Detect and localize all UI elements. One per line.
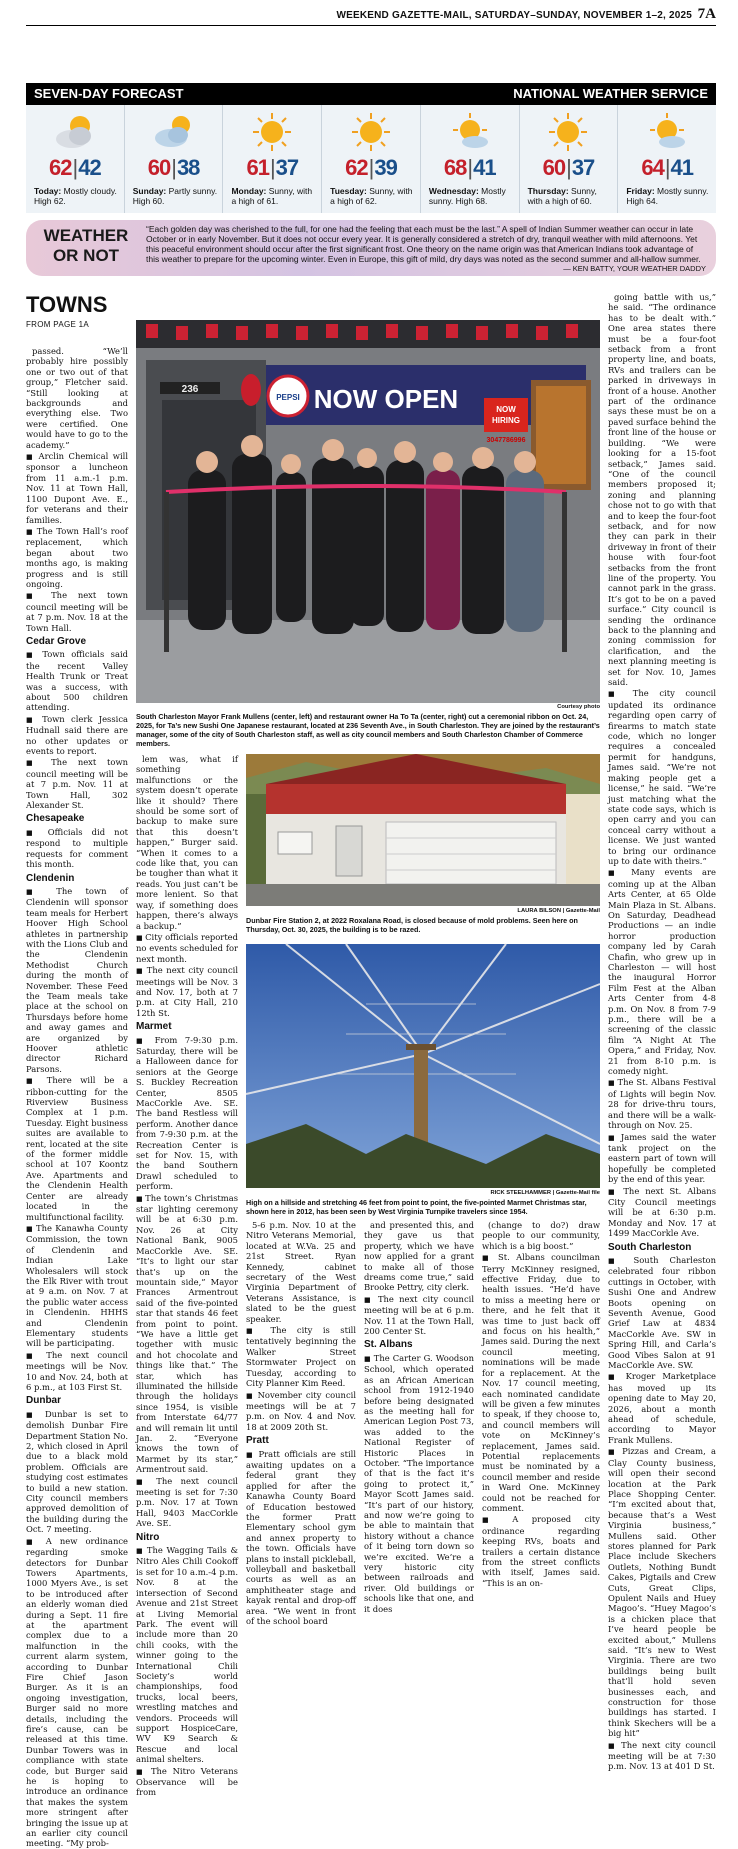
column-4 <box>364 1220 474 1650</box>
article-paragraph: ■ The next council meeting is set for 7:30 p.m. Nov. 17 at Town Hall, 9403 MacCorkle Ave. SE. <box>136 1476 238 1529</box>
article-paragraph: ■ Arclin Chemical will sponsor a luncheon from 11 a.m.-1 p.m. Nov. 11 at Town Hall, 1100 Dupont Ave. E., for veterans and their families. <box>26 451 128 525</box>
svg-text:PEPSI: PEPSI <box>276 393 300 402</box>
now-open-sign: NOW OPEN <box>313 384 459 414</box>
low-temp: 41 <box>670 155 694 180</box>
article-paragraph: ■ The city is still tentatively beginning the Walker Street Stormwater Project on Tuesday, according to City Planner Kim Reed. <box>246 1325 356 1388</box>
section-south-charleston: South Charleston <box>608 1241 692 1253</box>
weather-quote: “Each golden day was cherished to the full, for one had the feeling that each must be the last.” A spell of Indian Summer weather can occur in late October or in early November. But it does not occur every year. It is generally considered a stretch of dry, tranquil weather with mild afternoons. Yet this peaceful environment should occur after the first significant frost. One theory on the name origin was that American Indians took advantage of this weather to prepare for the upcoming winter. Even in Europe, this gift of mild, dry days was noted as the second summer and all-hallow summer. — KEN BATTY, YOUR WEATHER DADDY <box>146 224 706 273</box>
article-paragraph: ■ Town officials said the recent Valley Health Trunk or Treat was a success, with about 500 children attending. <box>26 649 128 712</box>
article-paragraph: ■ The Carter G. Woodson School, which operated as an African American school from 1912-1940 before being designated as the meeting hall for American Legion Post 73, was added to the National Register of Historic Places in October. “The importance of that is the fact it’s going to protect it,” Mayor Scott James said. “It’s part of our history, and now we’re going to be able to maintain that history without a chance of it being torn down so we’re excited. We’re a very historic city between railroads and river. Old buildings or schools like that one, and it does <box>364 1353 474 1614</box>
forecast-day <box>322 105 421 213</box>
section-nitro: Nitro <box>136 1531 160 1543</box>
article-paragraph: ■ The city council updated its ordinance regarding open carry of firearms to match state code, which no longer requires a concealed permit for handguns, James said. “We’re not making people get a license,” he said. “We’re just matching what the state code says, which is open carry and you can conceal carry without a license. We just wanted to bring our ordinance up to date with theirs.” <box>608 688 716 866</box>
article-paragraph: going battle with us,” he said. “The ordinance has to be dealt with.” One area states there must be a four-foot setback from a front property line, and boats, RVs and trailers can be parked in driveways in front of a house. Another part of the ordinance says these must be on a paved surface behind the front line of the house or building. “We were looking for a 15-foot setback,” James said. “One of the council members proposed it; zoning and planning chose not to go with that and to keep the four-foot setback, and for now they can park in their driveway in front of their house with four-foot setbacks from the front line of the property. You cannot park in the grass. It’s got to be on a paved surface.” City council is sending the ordinance back to the planning and zoning commission for clarification, and the next planning meeting is set for Nov. 10, James said. <box>608 292 716 688</box>
article-headline: TOWNS <box>26 292 108 317</box>
photo-caption: South Charleston Mayor Frank Mullens (center, left) and restaurant owner Ha To Ta (center, right) cut a ceremonial ribbon on Oct. 24, 2025, for Ta’s new Sushi One Japanese restaurant, located at 236 Seventh Ave., in South Charleston. They are joined by the restaurant’s manager, some of the city of South Charleston staff, as well as city council members and South Charleston Chamber of Commerce members. <box>136 712 600 748</box>
article-paragraph: ■ The next town council meeting will be at 7 p.m. Nov. 18 at the Town Hall. <box>26 590 128 633</box>
article-paragraph: (change to do?) draw people to our community, which is a big boost.” <box>482 1220 600 1251</box>
forecast-desc: Today: Mostly cloudy. High 62. <box>34 186 117 206</box>
forecast-day <box>125 105 224 213</box>
article-paragraph: ■ Town clerk Jessica Hudnall said there are no other updates or events to report. <box>26 714 128 757</box>
article-paragraph: ■ A proposed city ordinance regarding keeping RVs, boats and trailers a certain distance from the street conflicts with itself, James said. “This is an on- <box>482 1514 600 1588</box>
forecast-day <box>223 105 322 213</box>
weather-byline: — KEN BATTY, YOUR WEATHER DADDY <box>563 264 706 273</box>
section-cedar-grove: Cedar Grove <box>26 635 87 647</box>
article-paragraph: ■ The Wagging Tails & Nitro Ales Chili Cookoff is set for 10 a.m.-4 p.m. Nov. 8 at the intersection of Second Avenue and 21st Street at Living Memorial Park. The event will include more than 20 chili cooks, with the winner going to the International Chili Society’s world championships, food trucks, local beers, wrestling matches and vendors. Proceeds will support HospiceCare, WV K9 Search & Rescue and local animal shelters. <box>136 1545 238 1765</box>
page-number: 7A <box>697 6 716 22</box>
column-5 <box>482 1220 600 1650</box>
high-temp: 61 <box>246 155 269 180</box>
weather-or-not-title: WEATHER OR NOT <box>43 226 129 265</box>
article-paragraph: ■ St. Albans councilman Terry McKinney resigned, effective Friday, due to health issues. “He’d have to miss a meeting here or there, and he felt that it was time to just back off and focus on his health,” James said. During the next council meeting, nominations will be made for a replacement. At the Nov. 17 council meeting, each nominated candidate will be given a few minutes to speak, if they choose to, and council members will vote on McKinney’s replacement, James said. Potential replacements must be nominated by a council member and reside in Ward One. McKinney could not be reached for comment. <box>482 1252 600 1513</box>
article-paragraph: ■ South Charleston celebrated four ribbon cuttings in October, with Sushi One and Andrew Boots opening on Seventh Avenue, Good Grief Law at 4834 MacCorkle Ave. SW in Spring Hill, and Carla’s Good Vibes Salon at 91 MacCorkle Ave. SW. <box>608 1255 716 1370</box>
forecast-temps: 64|41 <box>641 155 694 180</box>
forecast-desc: Friday: Mostly sunny. High 64. <box>626 186 709 206</box>
sun-icon <box>348 111 394 153</box>
article-paragraph: ■ The town of Clendenin will sponsor team meals for Herbert Hoover High School athletes in partnership with the Lions Club and the Clendenin Methodist Church during the month of November. These Feed the Team meals take place at the school on Thursdays before home and away games and are organized by Hoover athletic director Richard Parsons. <box>26 886 128 1074</box>
svg-text:NOW: NOW <box>496 405 516 414</box>
article-paragraph: ■ From 7-9:30 p.m. Saturday, there will be a Halloween dance for seniors at the George S. Buckley Recreation Center, 8505 MacCorkle Ave. SE. The band Restless will perform. Another dance from 7-9:30 p.m. at the Recreation Center is set for Nov. 15, with the band Southern Drawl scheduled to perform. <box>136 1035 238 1192</box>
low-temp: 37 <box>275 155 299 180</box>
photo-fire-station <box>246 754 600 906</box>
low-temp: 38 <box>176 155 200 180</box>
photo-credit: Courtesy photo <box>557 704 600 710</box>
forecast-desc: Tuesday: Sunny, with a high of 62. <box>330 186 413 206</box>
low-temp: 41 <box>473 155 496 180</box>
article-paragraph: ■ A new ordinance regarding smoke detectors for Dunbar Towers Apartments, 1000 Myers Ave., is set to be introduced after an elderly woman died during a Sept. 11 fire at the apartment complex due to a malfunction in the current alarm system, according to Dunbar Fire Chief Jason Burger. As it is an ongoing investigation, Burger said no more details, including the fire’s cause, can be released at this time. Dunbar Towers was in compliance with state code, but Burger said he is hoping to introduce an ordinance that makes the system more stringent after bringing the issue up at an earlier city council meeting. “My prob- <box>26 1536 128 1849</box>
dateline: WEEKEND GAZETTE-MAIL, SATURDAY–SUNDAY, NOVEMBER 1–2, 2025 <box>336 10 692 21</box>
people-group <box>188 435 544 634</box>
article-paragraph: and presented this, and they gave us that property, which we have now applied for a grant to make all of those dreams come true,” said Brooke Pettry, city clerk. <box>364 1220 474 1293</box>
high-temp: 62 <box>49 155 72 180</box>
section-dunbar: Dunbar <box>26 1395 61 1407</box>
high-temp: 62 <box>345 155 368 180</box>
article-paragraph: ■ The Town Hall’s roof replacement, which began about two months ago, is making progress and is still ongoing. <box>26 526 128 589</box>
forecast-desc: Sunday: Partly sunny. High 60. <box>132 186 218 206</box>
article-paragraph: ■ James said the water tank project on the eastern part of town will hopefully be completed by the end of this year. <box>608 1132 716 1185</box>
article-paragraph: ■ Many events are coming up at the Alban Arts Center, at 65 Olde Main Plaza in St. Albans. On Saturday, Deadhead Productions — an indie horror production company led by Carah Chafin, who grew up in Charleston — will host the inaugural Horror Film Fest at the Alban Arts Center from 4-8 p.m. On Nov. 8 from 7-9 p.m., there will be a screening of the classic film “A Night At The Opera,” and Friday, Nov. 21 from 8-10 p.m. is comedy night. <box>608 867 716 1076</box>
photo-ribbon-cutting <box>136 320 600 703</box>
article-paragraph: ■ The next city council meetings will be Nov. 3 and Nov. 17, both at 7 p.m. at City Hall, 210 12th St. <box>136 965 238 1018</box>
article-paragraph: ■ Pizzas and Cream, a Clay County business, will open their second location at the Park Place Shopping Center. “I’m excited about that, because that’s a West Virginia business,” Mullens said. Other stores planned for Park Place include Skechers Outlets, Nothing Bundt Cakes, Pigtails and Crew Cuts, Great Clips, Opulent Nails and Huey Magoo’s. “Huey Magoo’s is a chicken place that I’ve heard people be excited about,” Mullens said. “It’s new to West Virginia. There are two buildings being built that’ll hold seven businesses each, and construction for those buildings has started. I think Skechers will be a big hit” <box>608 1446 716 1738</box>
forecast-desc: Wednesday: Mostly sunny. High 68. <box>428 186 506 206</box>
svg-text:HIRING: HIRING <box>492 416 520 425</box>
address-sign: 236 <box>181 384 199 395</box>
photo-caption: High on a hillside and stretching 46 feet from point to point, the five-pointed Marmet Christmas star, shown here in 2012, has been seen by West Virginia Turnpike travelers since 1954. <box>246 1198 587 1216</box>
forecast-desc: Monday: Sunny, with a high of 61. <box>231 186 313 206</box>
sun-cloud-icon <box>447 111 493 153</box>
section-st-albans: St. Albans <box>364 1339 413 1351</box>
article-paragraph: ■ The next city council meeting will be at 7:30 p.m. Nov. 13 at 401 D St. <box>608 1740 716 1772</box>
section-chesapeake: Chesapeake <box>26 813 85 825</box>
forecast-bar <box>26 83 716 105</box>
forecast-temps: 60|38 <box>147 155 200 180</box>
forecast-provider: NATIONAL WEATHER SERVICE <box>513 86 708 101</box>
section-marmet: Marmet <box>136 1021 172 1033</box>
low-temp: 37 <box>571 155 595 180</box>
forecast-day <box>26 105 125 213</box>
article-paragraph: passed. “We’ll probably hire possibly one or two out of that group,” Fletcher said. “Still looking at backgrounds and everything else. Two were certified. One would have to go to the academy.” <box>26 346 128 450</box>
article-paragraph: ■ The next St. Albans City Council meetings will be at 6:30 p.m. Monday and Nov. 17 at 1499 MacCorkle Ave. <box>608 1186 716 1239</box>
article-paragraph: 5-6 p.m. Nov. 10 at the Nitro Veterans Memorial, located at W.Va. 25 and 21st Street. Ryan Kennedy, cabinet secretary of the West Virginia Department of Veterans Assistance, is slated to be the guest speaker. <box>246 1220 356 1324</box>
forecast-temps: 61|37 <box>246 155 299 180</box>
sun-icon <box>249 111 295 153</box>
photo-marmet-star <box>246 944 600 1188</box>
column-1 <box>26 346 129 1849</box>
article-paragraph: ■ The St. Albans Festival of Lights will begin Nov. 28 for drive-thru tours, and there will be a walk-through on Nov. 25. <box>608 1077 716 1130</box>
article-paragraph: ■ The town’s Christmas star lighting ceremony will be at 6:30 p.m. Nov. 26 at City National Bank, 9005 MacCorkle Ave. SE. “It’s to light our star that’s up on the mountain side,” Mayor Frances Armentrout said of the five-pointed star that stands 46 feet from point to point. “We have a little get together with music and hot chocolate and things like that.” The star, which has illuminated the hillside through the holidays since 1954, is visible from Interstate 64/77 and will remain lit until Jan. 2. “Everyone knows the town of Marmet by its star,” Armentrout said. <box>136 1193 238 1475</box>
article-paragraph: ■ There will be a ribbon-cutting for the Riverview Business Complex at 1 p.m. Tuesday. Eight business suites are available to rent, located at the site of the former middle school at 107 Koontz Ave. Apartments and the Clendenin Health Center are already located in the multifunctional facility. <box>26 1075 128 1222</box>
forecast-temps: 60|37 <box>542 155 595 180</box>
forecast-title: SEVEN-DAY FORECAST <box>34 86 184 101</box>
article-paragraph: ■ Dunbar is set to demolish Dunbar Fire Department Station No. 2, which closed in April due to a black mold problem. Officials are studying cost estimates to build a new station. City council members approved demolition of the building during the Oct. 7 meeting. <box>26 1409 128 1535</box>
low-temp: 39 <box>374 155 397 180</box>
article-paragraph: ■ November city council meetings will be at 7 p.m. on Nov. 4 and Nov. 18 at 2009 20th St. <box>246 1390 356 1433</box>
column-6 <box>608 292 717 1772</box>
article-paragraph: ■ Officials did not respond to multiple requests for comment this month. <box>26 827 128 870</box>
article-paragraph: ■ Pratt officials are still awaiting updates on a federal grant they applied for after the Kanawha County Board of Education bestowed the former Pratt Elementary school gym and annex property to the town. Officials have plans to install pickleball, volleyball and basketball courts as well as an amphitheater stage and kayak rental and drop-off area. “We went in front of the school board <box>246 1449 356 1627</box>
column-3 <box>246 1220 356 1650</box>
section-clendenin: Clendenin <box>26 872 75 884</box>
forecast-temps: 68|41 <box>443 155 496 180</box>
high-temp: 68 <box>443 155 467 180</box>
article-paragraph: ■ The Nitro Veterans Observance will be from <box>136 1766 238 1798</box>
high-temp: 60 <box>147 155 171 180</box>
forecast-temps: 62|39 <box>345 155 397 180</box>
photo-credit: LAURA BILSON | Gazette-Mail <box>517 908 600 914</box>
partly-cloudy-icon <box>52 111 98 153</box>
sun-icon <box>545 111 591 153</box>
photo-credit: RICK STEELHAMMER | Gazette-Mail file <box>490 1190 600 1196</box>
forecast-day <box>421 105 520 213</box>
high-temp: 60 <box>542 155 566 180</box>
article-paragraph: lem was, what if something malfunctions or the system doesn’t operate like it should? There should be some sort of backup to make sure that this doesn’t happen,” Burger said. “When it comes to a code like that, you can be tougher than what it reads. You just can’t be more lenient. So that way, if something does happen, there’s always a backup.” <box>136 754 238 931</box>
high-temp: 64 <box>641 155 664 180</box>
svg-text:3047786996: 3047786996 <box>486 437 526 444</box>
article-paragraph: ■ Kroger Marketplace has moved up its opening date to May 20, 2026, about a month ahead of schedule, according to Mayor Frank Mullens. <box>608 1371 716 1445</box>
column-2 <box>136 754 239 1798</box>
cloud-sun-icon <box>151 111 197 153</box>
jump-from: FROM PAGE 1A <box>26 320 90 329</box>
article-paragraph: ■ City officials reported no events scheduled for next month. <box>136 932 238 964</box>
page-header <box>26 6 716 26</box>
forecast-temps: 62|42 <box>49 155 101 180</box>
article-paragraph: ■ The next council meetings will be Nov. 10 and Nov. 24, both at 6 p.m., at 103 First St. <box>26 1350 128 1393</box>
article-paragraph: ■ The Kanawha County Commission, the town of Clendenin and Indian Lake Wholesalers will stock the Elk River with trout at 9 a.m. on Nov. 7 at the public water access in Clendenin. HHHS and Clendenin Elementary students will be participating. <box>26 1223 128 1349</box>
forecast-desc: Thursday: Sunny, with a high of 60. <box>527 186 597 206</box>
forecast-day <box>618 105 716 213</box>
weather-or-not-box <box>26 220 716 276</box>
sun-cloud-icon <box>644 111 690 153</box>
forecast-day <box>520 105 619 213</box>
article-paragraph: ■ The next city council meeting will be at 6 p.m. Nov. 11 at the Town Hall, 200 Center St. <box>364 1294 474 1337</box>
article-paragraph: ■ The next town council meeting will be at 7 p.m. Nov. 11 at Town Hall, 302 Alexander St. <box>26 757 128 810</box>
photo-caption: Dunbar Fire Station 2, at 2022 Roxalana Road, is closed because of mold problems. Seen here on Thursday, Oct. 30, 2025, the building is to be razed. <box>246 916 578 934</box>
section-pratt: Pratt <box>246 1435 269 1447</box>
forecast-row <box>26 105 716 213</box>
low-temp: 42 <box>78 155 101 180</box>
